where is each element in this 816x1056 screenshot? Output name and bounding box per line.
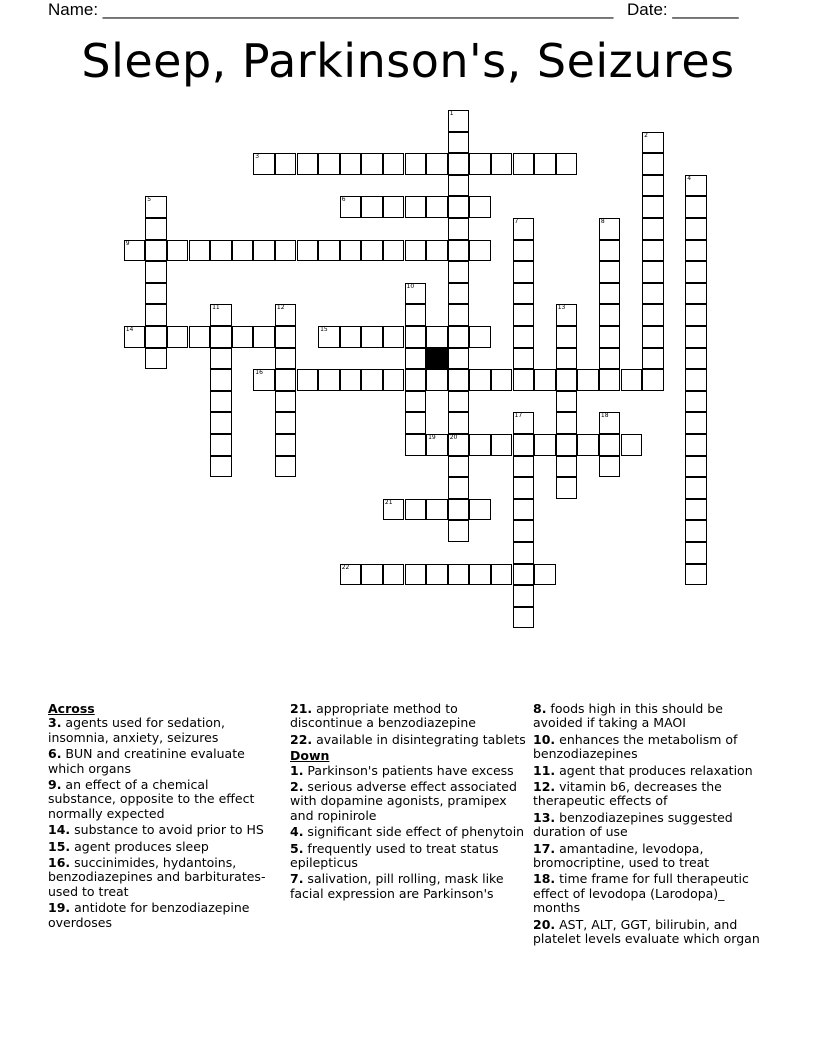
grid-cell[interactable] [448,175,470,197]
black-cell [426,348,448,370]
grid-cell[interactable] [448,499,470,521]
grid-cell[interactable] [469,196,491,218]
across-clue-list-continued [290,702,530,747]
grid-cell[interactable] [685,261,707,283]
grid-cell[interactable] [167,240,189,262]
grid-cell[interactable] [491,564,513,586]
grid-cell[interactable] [491,369,513,391]
grid-cell[interactable] [448,261,470,283]
clue-number-label: 13. [533,809,556,825]
clue-item: 1. Parkinson's patients have excess [290,762,514,778]
across-heading: Across [48,701,95,716]
grid-cell[interactable] [685,434,707,456]
clues-column-3 [533,702,773,949]
grid-cell[interactable] [513,456,535,478]
grid-cell[interactable] [210,456,232,478]
grid-cell[interactable] [685,175,707,197]
grid-cell[interactable] [297,369,319,391]
grid-cell[interactable] [534,434,556,456]
clue-number: 9 [125,239,130,247]
grid-cell[interactable] [642,348,664,370]
clue-number: 3 [255,153,260,161]
grid-cell[interactable] [642,153,664,175]
clues-column-2 [290,702,530,903]
grid-cell[interactable] [426,240,448,262]
grid-cell[interactable] [642,304,664,326]
grid-cell[interactable] [210,434,232,456]
clue-number-label: 19. [48,900,71,916]
grid-cell[interactable] [448,304,470,326]
grid-cell[interactable] [405,304,427,326]
grid-cell[interactable] [275,434,297,456]
grid-cell[interactable] [448,240,470,262]
grid-cell[interactable] [513,542,535,564]
grid-cell[interactable] [685,499,707,521]
grid-cell[interactable] [361,240,383,262]
grid-cell[interactable] [210,348,232,370]
clue-item: 12. vitamin b6, decreases the therapeutic effects of [533,779,722,809]
clue-item: 18. time frame for full therapeutic effect of levodopa (Larodopa)_ months [533,871,749,916]
clue-number-label: 10. [533,731,556,747]
grid-cell[interactable] [405,564,427,586]
grid-cell[interactable] [145,283,167,305]
grid-cell[interactable] [297,240,319,262]
name-field-label: Name: ______________________________________________________ [48,0,614,19]
grid-cell[interactable] [469,564,491,586]
clue-item: 13. benzodiazepines suggested duration of use [533,809,733,840]
grid-cell[interactable] [599,283,621,305]
grid-cell[interactable] [469,326,491,348]
clue-item: 16. succinimides, hydantoins, benzodiazepines and barbiturates-used to treat [48,855,266,899]
clue-item: 11. agent that produces relaxation [533,762,753,778]
grid-cell[interactable] [513,499,535,521]
grid-cell[interactable] [556,153,578,175]
grid-cell[interactable] [448,153,470,175]
clue-number: 8 [600,218,605,225]
clue-item: 2. serious adverse effect associated with dopamine agonists, pramipex and ropinirole [290,779,517,823]
grid-cell[interactable] [275,153,297,175]
clue-number: 17 [514,412,523,420]
grid-cell[interactable] [405,499,427,521]
grid-cell[interactable] [448,456,470,478]
grid-cell[interactable] [318,240,340,262]
grid-cell[interactable] [513,240,535,262]
down-heading: Down [290,748,330,764]
grid-cell[interactable] [513,348,535,370]
clue-number: 5 [147,196,152,204]
clue-item: 7. salivation, pill rolling, mask like facial expression are Parkinson's [290,871,504,901]
clue-item: 4. significant side effect of phenytoin [290,824,525,840]
grid-cell[interactable] [599,412,621,434]
clue-number: 19 [428,434,436,441]
clue-number-label: 21. [290,701,313,716]
grid-cell[interactable] [275,412,297,434]
grid-cell[interactable] [599,240,621,262]
clue-number: 16 [255,369,263,377]
grid-cell[interactable] [145,326,167,348]
grid-cell[interactable] [448,520,470,542]
clue-number-label: 5. [290,840,304,856]
grid-cell[interactable] [491,153,513,175]
grid-cell[interactable] [599,434,621,456]
grid-cell[interactable] [275,326,297,348]
clue-number: 12 [276,304,285,312]
clue-item: 6. BUN and creatinine evaluate which organs [48,746,245,776]
grid-cell[interactable] [405,391,427,413]
grid-cell[interactable] [556,412,578,434]
grid-cell[interactable] [253,240,275,262]
grid-cell[interactable] [361,326,383,348]
grid-cell[interactable] [556,304,578,326]
grid-cell[interactable] [513,283,535,305]
grid-cell[interactable] [577,369,599,391]
grid-cell[interactable] [145,261,167,283]
grid-cell[interactable] [189,326,211,348]
grid-cell[interactable] [642,326,664,348]
grid-cell[interactable] [253,369,275,391]
grid-cell[interactable] [340,564,362,586]
grid-cell[interactable] [189,240,211,262]
grid-cell[interactable] [534,564,556,586]
clue-number: 1 [449,110,454,117]
grid-cell[interactable] [556,477,578,499]
grid-cell[interactable] [448,283,470,305]
clue-number-label: 18. [533,871,556,887]
grid-cell[interactable] [318,326,340,348]
grid-cell[interactable] [426,153,448,175]
grid-cell[interactable] [232,240,254,262]
grid-cell[interactable] [448,391,470,413]
grid-cell[interactable] [405,283,427,305]
clue-number: 20 [449,434,458,441]
grid-cell[interactable] [210,391,232,413]
grid-cell[interactable] [642,369,664,391]
grid-cell[interactable] [642,218,664,240]
grid-cell[interactable] [275,369,297,391]
grid-cell[interactable] [621,369,643,391]
grid-cell[interactable] [318,153,340,175]
clue-item: 20. AST, ALT, GGT, bilirubin, and platelet levels evaluate which organ [533,916,760,947]
grid-cell[interactable] [469,369,491,391]
grid-cell[interactable] [275,304,297,326]
clue-number-label: 22. [290,731,313,747]
grid-cell[interactable] [383,196,405,218]
grid-cell[interactable] [513,434,535,456]
grid-cell[interactable] [448,218,470,240]
grid-cell[interactable] [599,369,621,391]
grid-cell[interactable] [448,348,470,370]
grid-cell[interactable] [383,499,405,521]
clues-column-1 [48,702,273,932]
grid-cell[interactable] [275,456,297,478]
down-clue-list-continued [533,702,773,947]
grid-cell[interactable] [685,369,707,391]
clue-number-label: 16. [48,855,71,871]
grid-cell[interactable] [124,240,146,262]
page-title: Sleep, Parkinson's, Seizures [81,34,735,88]
grid-cell[interactable] [513,585,535,607]
grid-cell[interactable] [513,218,535,240]
grid-cell[interactable] [685,412,707,434]
grid-cell[interactable] [448,196,470,218]
grid-cell[interactable] [405,434,427,456]
grid-cell[interactable] [556,348,578,370]
grid-cell[interactable] [642,175,664,197]
grid-cell[interactable] [361,153,383,175]
grid-cell[interactable] [534,153,556,175]
grid-cell[interactable] [469,499,491,521]
clue-number-label: 12. [533,779,556,795]
clue-number: 13 [557,304,566,312]
grid-cell[interactable] [361,564,383,586]
grid-cell[interactable] [685,304,707,326]
grid-cell[interactable] [145,348,167,370]
grid-cell[interactable] [426,196,448,218]
grid-cell[interactable] [448,369,470,391]
clue-item: 3. agents used for sedation, insomnia, anxiety, seizures [48,715,225,745]
grid-cell[interactable] [556,391,578,413]
grid-cell[interactable] [448,564,470,586]
grid-cell[interactable] [642,240,664,262]
grid-cell[interactable] [642,283,664,305]
grid-cell[interactable] [383,240,405,262]
grid-cell[interactable] [469,153,491,175]
clue-number-label: 4. [290,824,304,840]
clue-number-label: 17. [533,840,556,856]
grid-cell[interactable] [599,218,621,240]
grid-cell[interactable] [167,326,189,348]
grid-cell[interactable] [426,564,448,586]
grid-cell[interactable] [534,369,556,391]
clue-number: 7 [514,218,519,225]
grid-cell[interactable] [685,218,707,240]
grid-cell[interactable] [685,326,707,348]
grid-cell[interactable] [513,412,535,434]
grid-cell[interactable] [599,261,621,283]
grid-cell[interactable] [513,153,535,175]
clue-number-label: 15. [48,838,71,854]
clue-number-label: 8. [533,701,547,716]
grid-cell[interactable] [210,412,232,434]
clue-number: 6 [341,196,346,204]
grid-cell[interactable] [405,412,427,434]
grid-cell[interactable] [642,261,664,283]
clue-item: 10. enhances the metabolism of benzodiazepines [533,731,738,762]
grid-cell[interactable] [513,261,535,283]
grid-cell[interactable] [318,369,340,391]
grid-cell[interactable] [513,304,535,326]
grid-cell[interactable] [145,196,167,218]
grid-cell[interactable] [556,456,578,478]
grid-cell[interactable] [685,542,707,564]
grid-cell[interactable] [448,412,470,434]
clue-number-label: 20. [533,916,556,932]
clue-number: 22 [341,563,350,571]
clue-number: 10 [406,282,415,290]
grid-cell[interactable] [383,326,405,348]
clue-number: 4 [687,174,692,182]
clue-number: 21 [384,498,393,506]
grid-cell[interactable] [685,348,707,370]
grid-cell[interactable] [599,348,621,370]
grid-cell[interactable] [556,434,578,456]
grid-cell[interactable] [340,240,362,262]
grid-cell[interactable] [405,326,427,348]
grid-cell[interactable] [448,326,470,348]
grid-cell[interactable] [383,153,405,175]
grid-cell[interactable] [405,196,427,218]
grid-cell[interactable] [685,564,707,586]
grid-cell[interactable] [361,369,383,391]
grid-cell[interactable] [297,153,319,175]
grid-cell[interactable] [361,196,383,218]
clue-item: 14. substance to avoid prior to HS [48,822,264,838]
clue-item: 15. agent produces sleep [48,838,209,854]
grid-cell[interactable] [145,218,167,240]
grid-cell[interactable] [513,477,535,499]
grid-cell[interactable] [124,326,146,348]
grid-cell[interactable] [642,196,664,218]
clue-number-label: 7. [290,871,304,887]
grid-cell[interactable] [405,153,427,175]
clue-item: 17. amantadine, levodopa, bromocriptine, used to treat [533,840,710,871]
grid-cell[interactable] [513,564,535,586]
grid-cell[interactable] [145,240,167,262]
clue-number: 2 [644,131,648,139]
across-clue-list [48,716,273,930]
grid-cell[interactable] [275,240,297,262]
grid-cell[interactable] [685,240,707,262]
grid-cell[interactable] [491,434,513,456]
clue-number-label: 1. [290,762,304,778]
grid-cell[interactable] [426,434,448,456]
grid-cell[interactable] [340,153,362,175]
grid-cell[interactable] [685,196,707,218]
grid-cell[interactable] [599,304,621,326]
grid-cell[interactable] [210,304,232,326]
clue-item: 8. foods high in this should be avoided if taking a MAOI [533,701,723,731]
grid-cell[interactable] [685,283,707,305]
grid-cell[interactable] [275,348,297,370]
grid-cell[interactable] [383,369,405,391]
grid-cell[interactable] [599,326,621,348]
clue-number: 18 [600,412,609,420]
clue-number-label: 14. [48,822,71,838]
grid-cell[interactable] [145,304,167,326]
grid-cell[interactable] [448,132,470,154]
grid-cell[interactable] [469,434,491,456]
clue-item: 22. available in disintegrating tablets [290,731,526,747]
grid-cell[interactable] [513,607,535,629]
grid-cell[interactable] [340,326,362,348]
grid-cell[interactable] [426,326,448,348]
grid-cell[interactable] [253,153,275,175]
grid-cell[interactable] [426,369,448,391]
grid-cell[interactable] [405,348,427,370]
clue-item: 9. an effect of a chemical substance, opposite to the effect normally expected [48,777,255,821]
grid-cell[interactable] [599,456,621,478]
clue-number: 14 [125,326,134,333]
grid-cell[interactable] [556,369,578,391]
grid-cell[interactable] [513,369,535,391]
grid-cell[interactable] [685,520,707,542]
clue-number-label: 3. [48,715,62,731]
grid-cell[interactable] [210,240,232,262]
clue-number: 11 [212,304,220,312]
date-field-label: Date: _______ [627,0,739,19]
grid-cell[interactable] [210,369,232,391]
grid-cell[interactable] [383,564,405,586]
grid-cell[interactable] [426,499,448,521]
clue-number-label: 6. [48,746,62,762]
clue-number-label: 2. [290,779,304,795]
grid-cell[interactable] [685,456,707,478]
grid-cell[interactable] [469,240,491,262]
clue-item: 21. appropriate method to discontinue a benzodiazepine [290,701,476,731]
grid-cell[interactable] [621,434,643,456]
grid-cell[interactable] [448,434,470,456]
grid-cell[interactable] [405,240,427,262]
grid-cell[interactable] [340,196,362,218]
grid-cell[interactable] [685,391,707,413]
down-clue-list [290,764,530,902]
grid-cell[interactable] [642,132,664,154]
clue-number-label: 11. [533,762,556,778]
grid-cell[interactable] [685,477,707,499]
grid-cell[interactable] [577,434,599,456]
grid-cell[interactable] [405,369,427,391]
clue-number-label: 9. [48,777,62,793]
grid-cell[interactable] [210,326,232,348]
clue-item: 5. frequently used to treat status epilepticus [290,840,499,871]
grid-cell[interactable] [513,326,535,348]
grid-cell[interactable] [232,326,254,348]
grid-cell[interactable] [275,391,297,413]
grid-cell[interactable] [340,369,362,391]
clue-item: 19. antidote for benzodiazepine overdoses [48,900,250,930]
grid-cell[interactable] [556,326,578,348]
clue-number: 15 [320,326,328,333]
grid-cell[interactable] [448,477,470,499]
grid-cell[interactable] [253,326,275,348]
grid-cell[interactable] [513,520,535,542]
grid-cell[interactable] [448,110,470,132]
